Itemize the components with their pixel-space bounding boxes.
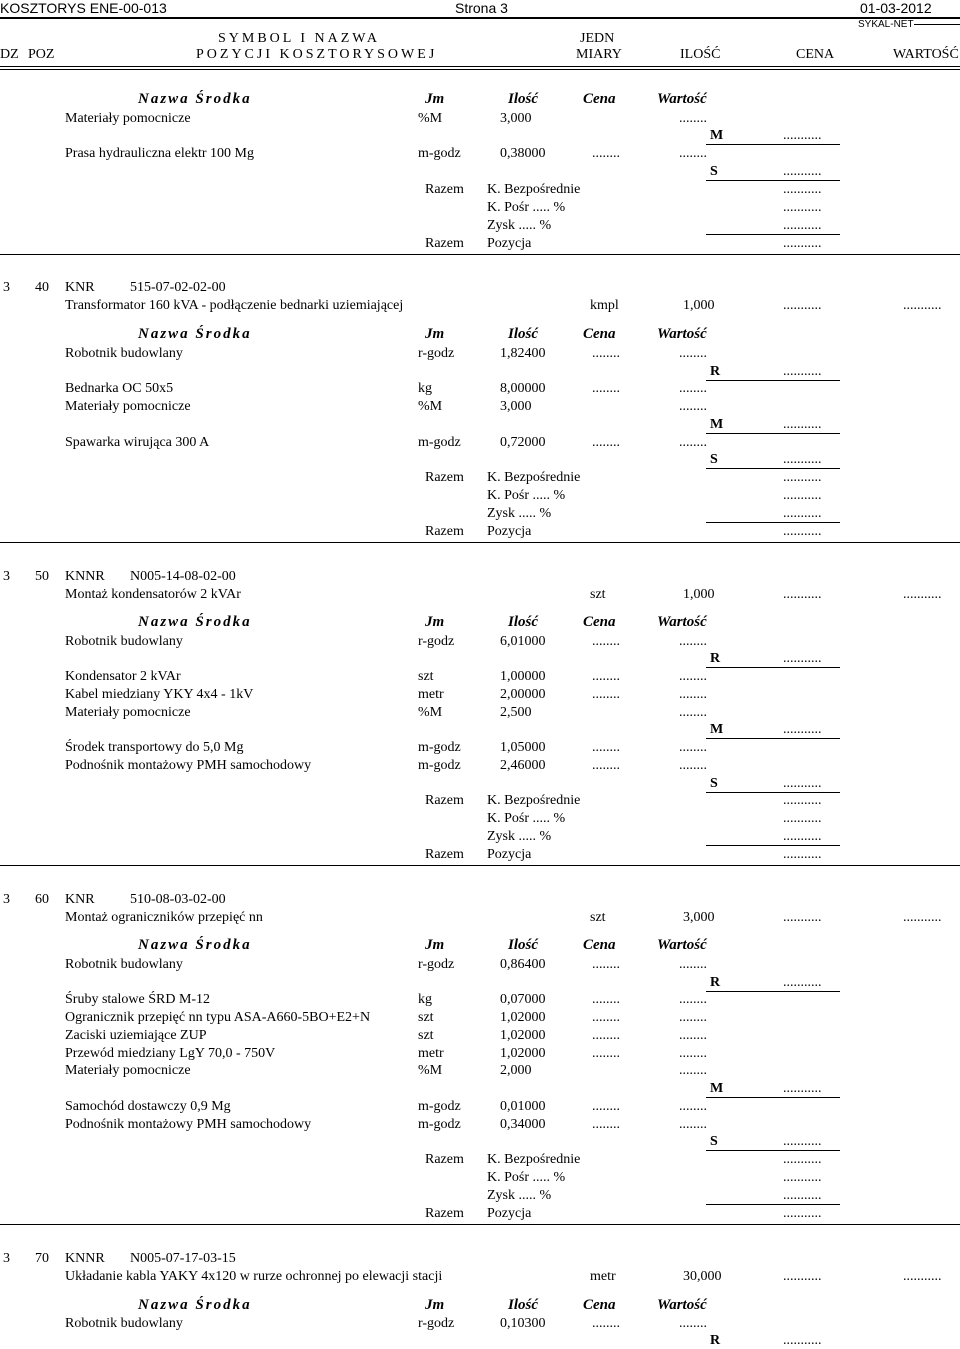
resource-name: Materiały pomocnicze	[65, 705, 191, 720]
resource-unit: r-godz	[418, 634, 455, 649]
header-bottom-rule	[0, 66, 960, 67]
resource-value: ........	[679, 634, 707, 649]
resource-unit: %M	[418, 1063, 443, 1078]
resource-value: ........	[679, 1099, 707, 1114]
col-dz-header: DZ	[0, 47, 19, 62]
subtotal-label-S: S	[710, 1134, 718, 1149]
summary-indirect-costs: K. Pośr ..... %	[487, 1170, 566, 1185]
resource-price: ........	[592, 1010, 620, 1025]
resource-header-price: Cena	[583, 937, 616, 953]
summary-indirect-costs: K. Pośr ..... %	[487, 811, 566, 826]
position-description: Montaż kondensatorów 2 kVAr	[65, 587, 241, 602]
summary-razem-label: Razem	[425, 1152, 464, 1167]
resource-qty: 0,10300	[500, 1316, 546, 1331]
subtotal-value-M: ...........	[783, 128, 822, 143]
resource-unit: m-godz	[418, 740, 461, 755]
resource-name: Bednarka OC 50x5	[65, 381, 174, 396]
summary-position-value: ...........	[783, 524, 822, 539]
resource-value: ........	[679, 381, 707, 396]
summary-position-value: ...........	[783, 847, 822, 862]
resource-value: ........	[679, 758, 707, 773]
resource-value: ........	[679, 435, 707, 450]
resource-price: ........	[592, 687, 620, 702]
col-miary-header: MIARY	[576, 47, 622, 62]
resource-name: Podnośnik montażowy PMH samochodowy	[65, 758, 312, 773]
subtotal-value-R: ...........	[783, 651, 822, 666]
summary-position: Pozycja	[487, 1206, 532, 1221]
position-separator	[0, 542, 960, 543]
resource-qty: 0,34000	[500, 1117, 546, 1132]
summary-razem-label: Razem	[425, 470, 464, 485]
subtotal-value-R: ...........	[783, 364, 822, 379]
summary-razem-label: Razem	[425, 182, 464, 197]
subtotal-value-R: ...........	[783, 1333, 822, 1348]
resource-header-jm: Jm	[425, 937, 445, 953]
position-unit: szt	[590, 587, 606, 602]
resource-qty: 1,02000	[500, 1046, 546, 1061]
resource-qty: 3,000	[500, 399, 532, 414]
position-base: KNR	[65, 280, 95, 295]
position-description: Montaż ograniczników przepięć nn	[65, 910, 263, 925]
subtotal-rule	[706, 738, 840, 739]
resource-header-value: Wartość	[657, 326, 707, 342]
resource-header-value: Wartość	[657, 614, 707, 630]
resource-header-value: Wartość	[657, 1297, 707, 1313]
summary-direct-value: ...........	[783, 793, 822, 808]
subtotal-label-M: M	[710, 417, 724, 432]
subtotal-rule	[706, 991, 840, 992]
summary-profit-value: ...........	[783, 506, 822, 521]
col-symbol-header: SYMBOL I NAZWA	[218, 31, 381, 46]
position-unit: metr	[590, 1269, 616, 1284]
resource-header-name: Nazwa Środka	[138, 937, 252, 953]
resource-qty: 1,82400	[500, 346, 546, 361]
summary-direct-value: ...........	[783, 470, 822, 485]
summary-rule	[706, 522, 840, 523]
resource-value: ........	[679, 669, 707, 684]
resource-name: Materiały pomocnicze	[65, 1063, 191, 1078]
position-price: ...........	[783, 910, 822, 925]
position-dz: 3	[3, 569, 10, 584]
resource-header-qty: Ilość	[508, 91, 538, 107]
subtotal-rule	[706, 667, 840, 668]
resource-qty: 2,500	[500, 705, 532, 720]
resource-qty: 0,86400	[500, 957, 546, 972]
resource-unit: %M	[418, 705, 443, 720]
resource-value: ........	[679, 1046, 707, 1061]
resource-qty: 0,38000	[500, 146, 546, 161]
summary-indirect-value: ...........	[783, 811, 822, 826]
resource-qty: 1,02000	[500, 1028, 546, 1043]
resource-price: ........	[592, 1046, 620, 1061]
subtotal-value-S: ...........	[783, 164, 822, 179]
summary-direct-value: ...........	[783, 1152, 822, 1167]
summary-indirect-value: ...........	[783, 1170, 822, 1185]
position-value: ...........	[903, 910, 942, 925]
resource-header-price: Cena	[583, 326, 616, 342]
resource-unit: %M	[418, 111, 443, 126]
document-title: KOSZTORYS ENE-00-013	[0, 0, 167, 16]
subtotal-label-M: M	[710, 1081, 724, 1096]
resource-price: ........	[592, 381, 620, 396]
resource-price: ........	[592, 740, 620, 755]
position-dz: 3	[3, 280, 10, 295]
resource-price: ........	[592, 1316, 620, 1331]
resource-price: ........	[592, 957, 620, 972]
position-price: ...........	[783, 587, 822, 602]
resource-unit: r-godz	[418, 957, 455, 972]
summary-profit: Zysk ..... %	[487, 506, 552, 521]
subtotal-label-R: R	[710, 651, 721, 666]
resource-header-price: Cena	[583, 91, 616, 107]
resource-qty: 1,00000	[500, 669, 546, 684]
resource-name: Robotnik budowlany	[65, 634, 183, 649]
summary-razem-label: Razem	[425, 793, 464, 808]
resource-name: Spawarka wirująca 300 A	[65, 435, 210, 450]
summary-razem-label-2: Razem	[425, 1206, 464, 1221]
position-number: 60	[35, 892, 49, 907]
summary-rule	[706, 845, 840, 846]
resource-value: ........	[679, 346, 707, 361]
header-rule	[0, 17, 960, 19]
subtotal-value-S: ...........	[783, 1134, 822, 1149]
subtotal-label-R: R	[710, 975, 721, 990]
summary-direct-value: ...........	[783, 182, 822, 197]
resource-value: ........	[679, 111, 707, 126]
subtotal-rule	[706, 380, 840, 381]
resource-name: Robotnik budowlany	[65, 957, 183, 972]
position-price: ...........	[783, 1269, 822, 1284]
summary-profit: Zysk ..... %	[487, 829, 552, 844]
position-description: Transformator 160 kVA - podłączenie bednarki uziemiającej	[65, 298, 404, 313]
resource-price: ........	[592, 146, 620, 161]
resource-name: Śruby stalowe ŚRD M-12	[65, 992, 211, 1007]
resource-name: Kondensator 2 kVAr	[65, 669, 181, 684]
summary-rule	[706, 1204, 840, 1205]
resource-name: Ogranicznik przepięć nn typu ASA-A660-5BO+E2+N	[65, 1010, 371, 1025]
position-qty: 3,000	[683, 910, 715, 925]
resource-value: ........	[679, 992, 707, 1007]
resource-unit: szt	[418, 669, 434, 684]
summary-indirect-costs: K. Pośr ..... %	[487, 488, 566, 503]
resource-header-price: Cena	[583, 1297, 616, 1313]
position-base: KNNR	[65, 1251, 105, 1266]
resource-name: Przewód miedziany LgY 70,0 - 750V	[65, 1046, 276, 1061]
subtotal-label-S: S	[710, 776, 718, 791]
resource-qty: 0,72000	[500, 435, 546, 450]
resource-header-jm: Jm	[425, 1297, 445, 1313]
resource-header-price: Cena	[583, 614, 616, 630]
resource-unit: szt	[418, 1010, 434, 1025]
resource-name: Robotnik budowlany	[65, 346, 183, 361]
col-ilosc-header: ILOŚĆ	[680, 47, 721, 62]
resource-name: Podnośnik montażowy PMH samochodowy	[65, 1117, 312, 1132]
resource-name: Materiały pomocnicze	[65, 111, 191, 126]
subtotal-value-M: ...........	[783, 1081, 822, 1096]
resource-qty: 1,05000	[500, 740, 546, 755]
resource-unit: r-godz	[418, 346, 455, 361]
subtotal-label-R: R	[710, 364, 721, 379]
resource-unit: m-godz	[418, 758, 461, 773]
sykal-label: SYKAL-NET	[858, 19, 914, 30]
summary-position: Pozycja	[487, 524, 532, 539]
position-dz: 3	[3, 1251, 10, 1266]
resource-unit: m-godz	[418, 1117, 461, 1132]
resource-price: ........	[592, 634, 620, 649]
summary-razem-label-2: Razem	[425, 236, 464, 251]
resource-header-value: Wartość	[657, 937, 707, 953]
subtotal-rule	[706, 1097, 840, 1098]
resource-value: ........	[679, 687, 707, 702]
position-number: 50	[35, 569, 49, 584]
resource-unit: m-godz	[418, 1099, 461, 1114]
col-cena-header: CENA	[796, 47, 835, 62]
resource-value: ........	[679, 740, 707, 755]
position-value: ...........	[903, 298, 942, 313]
resource-qty: 0,07000	[500, 992, 546, 1007]
resource-price: ........	[592, 346, 620, 361]
position-dz: 3	[3, 892, 10, 907]
summary-profit-value: ...........	[783, 218, 822, 233]
resource-name: Materiały pomocnicze	[65, 399, 191, 414]
header-bottom-rule-2	[0, 69, 960, 70]
summary-profit-value: ...........	[783, 829, 822, 844]
position-number: 40	[35, 280, 49, 295]
position-separator	[0, 1224, 960, 1225]
resource-unit: %M	[418, 399, 443, 414]
position-separator	[0, 865, 960, 866]
subtotal-label-R: R	[710, 1333, 721, 1348]
resource-value: ........	[679, 957, 707, 972]
position-value: ...........	[903, 587, 942, 602]
resource-name: Samochód dostawczy 0,9 Mg	[65, 1099, 231, 1114]
resource-header-value: Wartość	[657, 91, 707, 107]
summary-profit: Zysk ..... %	[487, 1188, 552, 1203]
document-date: 01-03-2012	[860, 0, 932, 16]
resource-price: ........	[592, 435, 620, 450]
resource-name: Prasa hydrauliczna elektr 100 Mg	[65, 146, 254, 161]
position-value: ...........	[903, 1269, 942, 1284]
resource-price: ........	[592, 1117, 620, 1132]
resource-qty: 2,000	[500, 1063, 532, 1078]
resource-value: ........	[679, 1010, 707, 1025]
subtotal-label-S: S	[710, 452, 718, 467]
subtotal-rule	[706, 144, 840, 145]
resource-unit: kg	[418, 381, 432, 396]
subtotal-rule	[706, 433, 840, 434]
position-qty: 1,000	[683, 298, 715, 313]
position-unit: szt	[590, 910, 606, 925]
sykal-rule	[914, 24, 960, 25]
position-code: 510-08-03-02-00	[130, 892, 226, 907]
summary-indirect-value: ...........	[783, 200, 822, 215]
subtotal-value-M: ...........	[783, 722, 822, 737]
position-qty: 30,000	[683, 1269, 722, 1284]
resource-name: Kabel miedziany YKY 4x4 - 1kV	[65, 687, 254, 702]
subtotal-value-R: ...........	[783, 975, 822, 990]
summary-position-value: ...........	[783, 236, 822, 251]
resource-value: ........	[679, 146, 707, 161]
resource-header-qty: Ilość	[508, 614, 538, 630]
resource-header-jm: Jm	[425, 614, 445, 630]
summary-razem-label-2: Razem	[425, 847, 464, 862]
position-qty: 1,000	[683, 587, 715, 602]
summary-direct-costs: K. Bezpośrednie	[487, 1152, 581, 1167]
position-price: ...........	[783, 298, 822, 313]
resource-header-qty: Ilość	[508, 1297, 538, 1313]
summary-indirect-value: ...........	[783, 488, 822, 503]
resource-unit: metr	[418, 687, 444, 702]
resource-qty: 3,000	[500, 111, 532, 126]
summary-profit-value: ...........	[783, 1188, 822, 1203]
subtotal-value-M: ...........	[783, 417, 822, 432]
resource-unit: metr	[418, 1046, 444, 1061]
resource-header-name: Nazwa Środka	[138, 91, 252, 107]
resource-qty: 8,00000	[500, 381, 546, 396]
summary-profit: Zysk ..... %	[487, 218, 552, 233]
summary-indirect-costs: K. Pośr ..... %	[487, 200, 566, 215]
resource-unit: r-godz	[418, 1316, 455, 1331]
summary-razem-label-2: Razem	[425, 524, 464, 539]
resource-value: ........	[679, 705, 707, 720]
resource-header-qty: Ilość	[508, 937, 538, 953]
subtotal-rule	[706, 180, 840, 181]
resource-unit: m-godz	[418, 146, 461, 161]
resource-price: ........	[592, 758, 620, 773]
subtotal-label-M: M	[710, 128, 724, 143]
resource-value: ........	[679, 1117, 707, 1132]
summary-position: Pozycja	[487, 236, 532, 251]
position-description: Układanie kabla YAKY 4x120 w rurze ochronnej po elewacji stacji	[65, 1269, 443, 1284]
resource-unit: m-godz	[418, 435, 461, 450]
resource-qty: 2,46000	[500, 758, 546, 773]
resource-name: Środek transportowy do 5,0 Mg	[65, 740, 244, 755]
resource-header-name: Nazwa Środka	[138, 326, 252, 342]
resource-value: ........	[679, 1316, 707, 1331]
resource-qty: 1,02000	[500, 1010, 546, 1025]
resource-header-name: Nazwa Środka	[138, 1297, 252, 1313]
page-number: Strona 3	[455, 0, 508, 16]
col-poz-header: POZ	[28, 47, 55, 62]
resource-unit: kg	[418, 992, 432, 1007]
position-code: 515-07-02-02-00	[130, 280, 226, 295]
summary-direct-costs: K. Bezpośrednie	[487, 793, 581, 808]
col-jedn-header: JEDN	[580, 31, 615, 46]
position-unit: kmpl	[590, 298, 619, 313]
resource-unit: szt	[418, 1028, 434, 1043]
subtotal-rule	[706, 468, 840, 469]
resource-header-jm: Jm	[425, 326, 445, 342]
position-base: KNR	[65, 892, 95, 907]
resource-qty: 0,01000	[500, 1099, 546, 1114]
resource-header-jm: Jm	[425, 91, 445, 107]
resource-name: Zaciski uziemiające ZUP	[65, 1028, 207, 1043]
resource-value: ........	[679, 399, 707, 414]
resource-price: ........	[592, 992, 620, 1007]
resource-value: ........	[679, 1028, 707, 1043]
resource-qty: 6,01000	[500, 634, 546, 649]
resource-header-qty: Ilość	[508, 326, 538, 342]
resource-price: ........	[592, 1028, 620, 1043]
summary-direct-costs: K. Bezpośrednie	[487, 470, 581, 485]
col-pozycji-header: POZYCJI KOSZTORYSOWEJ	[196, 47, 438, 62]
subtotal-rule	[706, 1150, 840, 1151]
col-wartosc-header: WARTOŚĆ	[893, 47, 959, 62]
position-base: KNNR	[65, 569, 105, 584]
subtotal-label-S: S	[710, 164, 718, 179]
resource-header-name: Nazwa Środka	[138, 614, 252, 630]
position-separator	[0, 254, 960, 255]
position-code: N005-14-08-02-00	[130, 569, 236, 584]
subtotal-value-S: ...........	[783, 452, 822, 467]
resource-qty: 2,00000	[500, 687, 546, 702]
position-number: 70	[35, 1251, 49, 1266]
resource-price: ........	[592, 1099, 620, 1114]
resource-value: ........	[679, 1063, 707, 1078]
summary-position: Pozycja	[487, 847, 532, 862]
resource-price: ........	[592, 669, 620, 684]
subtotal-label-M: M	[710, 722, 724, 737]
summary-rule	[706, 234, 840, 235]
summary-position-value: ...........	[783, 1206, 822, 1221]
subtotal-value-S: ...........	[783, 776, 822, 791]
summary-direct-costs: K. Bezpośrednie	[487, 182, 581, 197]
resource-name: Robotnik budowlany	[65, 1316, 183, 1331]
position-code: N005-07-17-03-15	[130, 1251, 236, 1266]
